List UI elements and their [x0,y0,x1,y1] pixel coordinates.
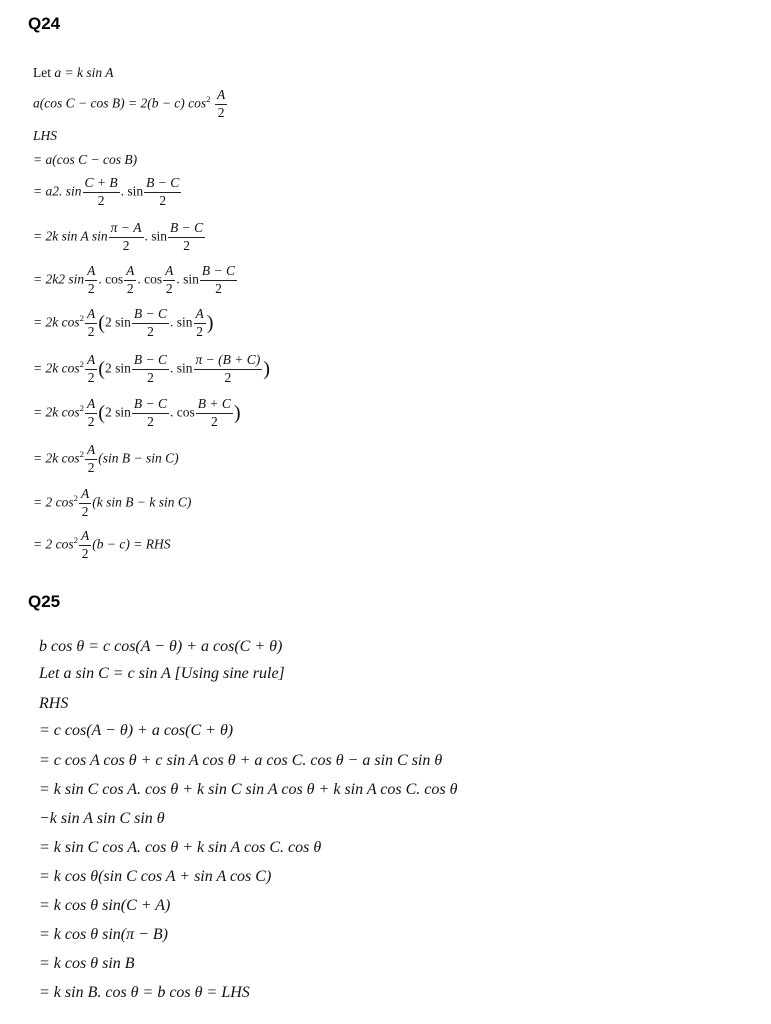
fraction: $\frac{A}{2}$ [87,396,96,429]
fraction: $\frac{A}{2}$ [87,352,96,385]
q24-line: = 2k sin A sin $\frac{\pi - A}{2}$ . sin $\frac{B - C}{2}$ [33,220,204,253]
fraction: $\frac{\pi - A}{2}$ [110,220,142,253]
fraction: $\frac{B - C}{2}$ [201,263,235,296]
fraction: $\frac{B - C}{2}$ [133,396,168,429]
fraction: $\frac{B - C}{2}$ [133,306,168,339]
q24-line: = a(cos C − cos B) [33,152,138,167]
fraction: $\frac{A}{2}$ [81,486,90,519]
q24-line: = a2. sin $\frac{C + B}{2}$ . sin $\frac{B - C}{2}$ [33,175,180,208]
fraction: $\frac{A}{2}$ [87,263,96,296]
q25-line: = k sin B. cos θ = b cos θ = LHS [39,984,250,1001]
q24-line: Let a = k sin A [33,65,114,80]
q25-line: = k cos θ sin(C + A) [39,897,171,914]
q25-heading: Q25 [28,592,61,611]
q25-line: = k cos θ sin(π − B) [39,926,168,943]
q25-line: −k sin A sin C sin θ [39,810,165,827]
left-paren: ( [98,402,105,425]
fraction: $\frac{B - C}{2}$ [170,220,204,253]
q24-line: = 2k $\cos^2$ $\frac{A}{2}$ (2 sin $\frac{B - C}{2}$ . sin $\frac{\pi - (B + C)}{2}$ ) [33,352,271,385]
q24-line: a(cos C − cos B) = 2(b − c) $\cos^2$ $\frac{A}{2}$ [33,87,226,120]
fraction: $\frac{C + B}{2}$ [84,175,118,208]
q25-line: = c cos(A − θ) + a cos(C + θ) [39,722,234,739]
fraction: $\frac{A}{2}$ [195,306,204,339]
q24-line: = 2k $\cos^2$ $\frac{A}{2}$ (2 sin $\frac{B - C}{2}$ . cos $\frac{B + C}{2}$ ) [33,396,241,429]
q25-line: = k sin C cos A. cos θ + k sin C sin A cos θ + k sin A cos C. cos θ [39,781,458,798]
fraction: $\frac{A}{2}$ [87,306,96,339]
fraction: $\frac{A}{2}$ [216,87,226,120]
q24-line: LHS [33,128,58,143]
q24-heading: Q24 [28,14,61,33]
fraction: $\frac{\pi - (B + C)}{2}$ [195,352,261,385]
q25-line: Let a sin C = c sin A [Using sine rule] [39,665,285,682]
right-paren: ) [206,312,214,335]
right-paren: ) [263,358,271,381]
fraction: $\frac{B - C}{2}$ [133,352,168,385]
q24-line: = 2k $\cos^2$ $\frac{A}{2}$ (2 sin $\frac{B - C}{2}$ . sin $\frac{A}{2}$ ) [33,306,214,339]
fraction: $\frac{A}{2}$ [81,528,90,561]
q25-line: = c cos A cos θ + c sin A cos θ + a cos C. cos θ − a sin C sin θ [39,752,443,769]
left-paren: ( [98,312,105,335]
q24-line: = 2k $\cos^2$ $\frac{A}{2}$ (sin B − sin C) [33,442,179,475]
q25-line: b cos θ = c cos(A − θ) + a cos(C + θ) [39,638,283,655]
q24-line: = 2 $\cos^2$ $\frac{A}{2}$ (k sin B − k sin C) [33,486,192,519]
fraction: $\frac{B - C}{2}$ [146,175,180,208]
fraction: $\frac{A}{2}$ [126,263,135,296]
q24-line: = 2k2 sin $\frac{A}{2}$ . cos $\frac{A}{2}$ . cos $\frac{A}{2}$ . sin $\frac{B - C}{2}$ [33,263,235,296]
left-paren: ( [98,358,105,381]
fraction: $\frac{B + C}{2}$ [197,396,231,429]
q25-line: = k cos θ sin B [39,955,135,972]
q25-line: = k cos θ(sin C cos A + sin A cos C) [39,868,272,885]
q24-line: = 2 $\cos^2$ $\frac{A}{2}$ (b − c) = RHS [33,528,171,561]
q25-line: = k sin C cos A. cos θ + k sin A cos C. cos θ [39,839,322,856]
fraction: $\frac{A}{2}$ [87,442,96,475]
fraction: $\frac{A}{2}$ [165,263,174,296]
right-paren: ) [233,402,241,425]
q25-line: RHS [39,695,69,712]
